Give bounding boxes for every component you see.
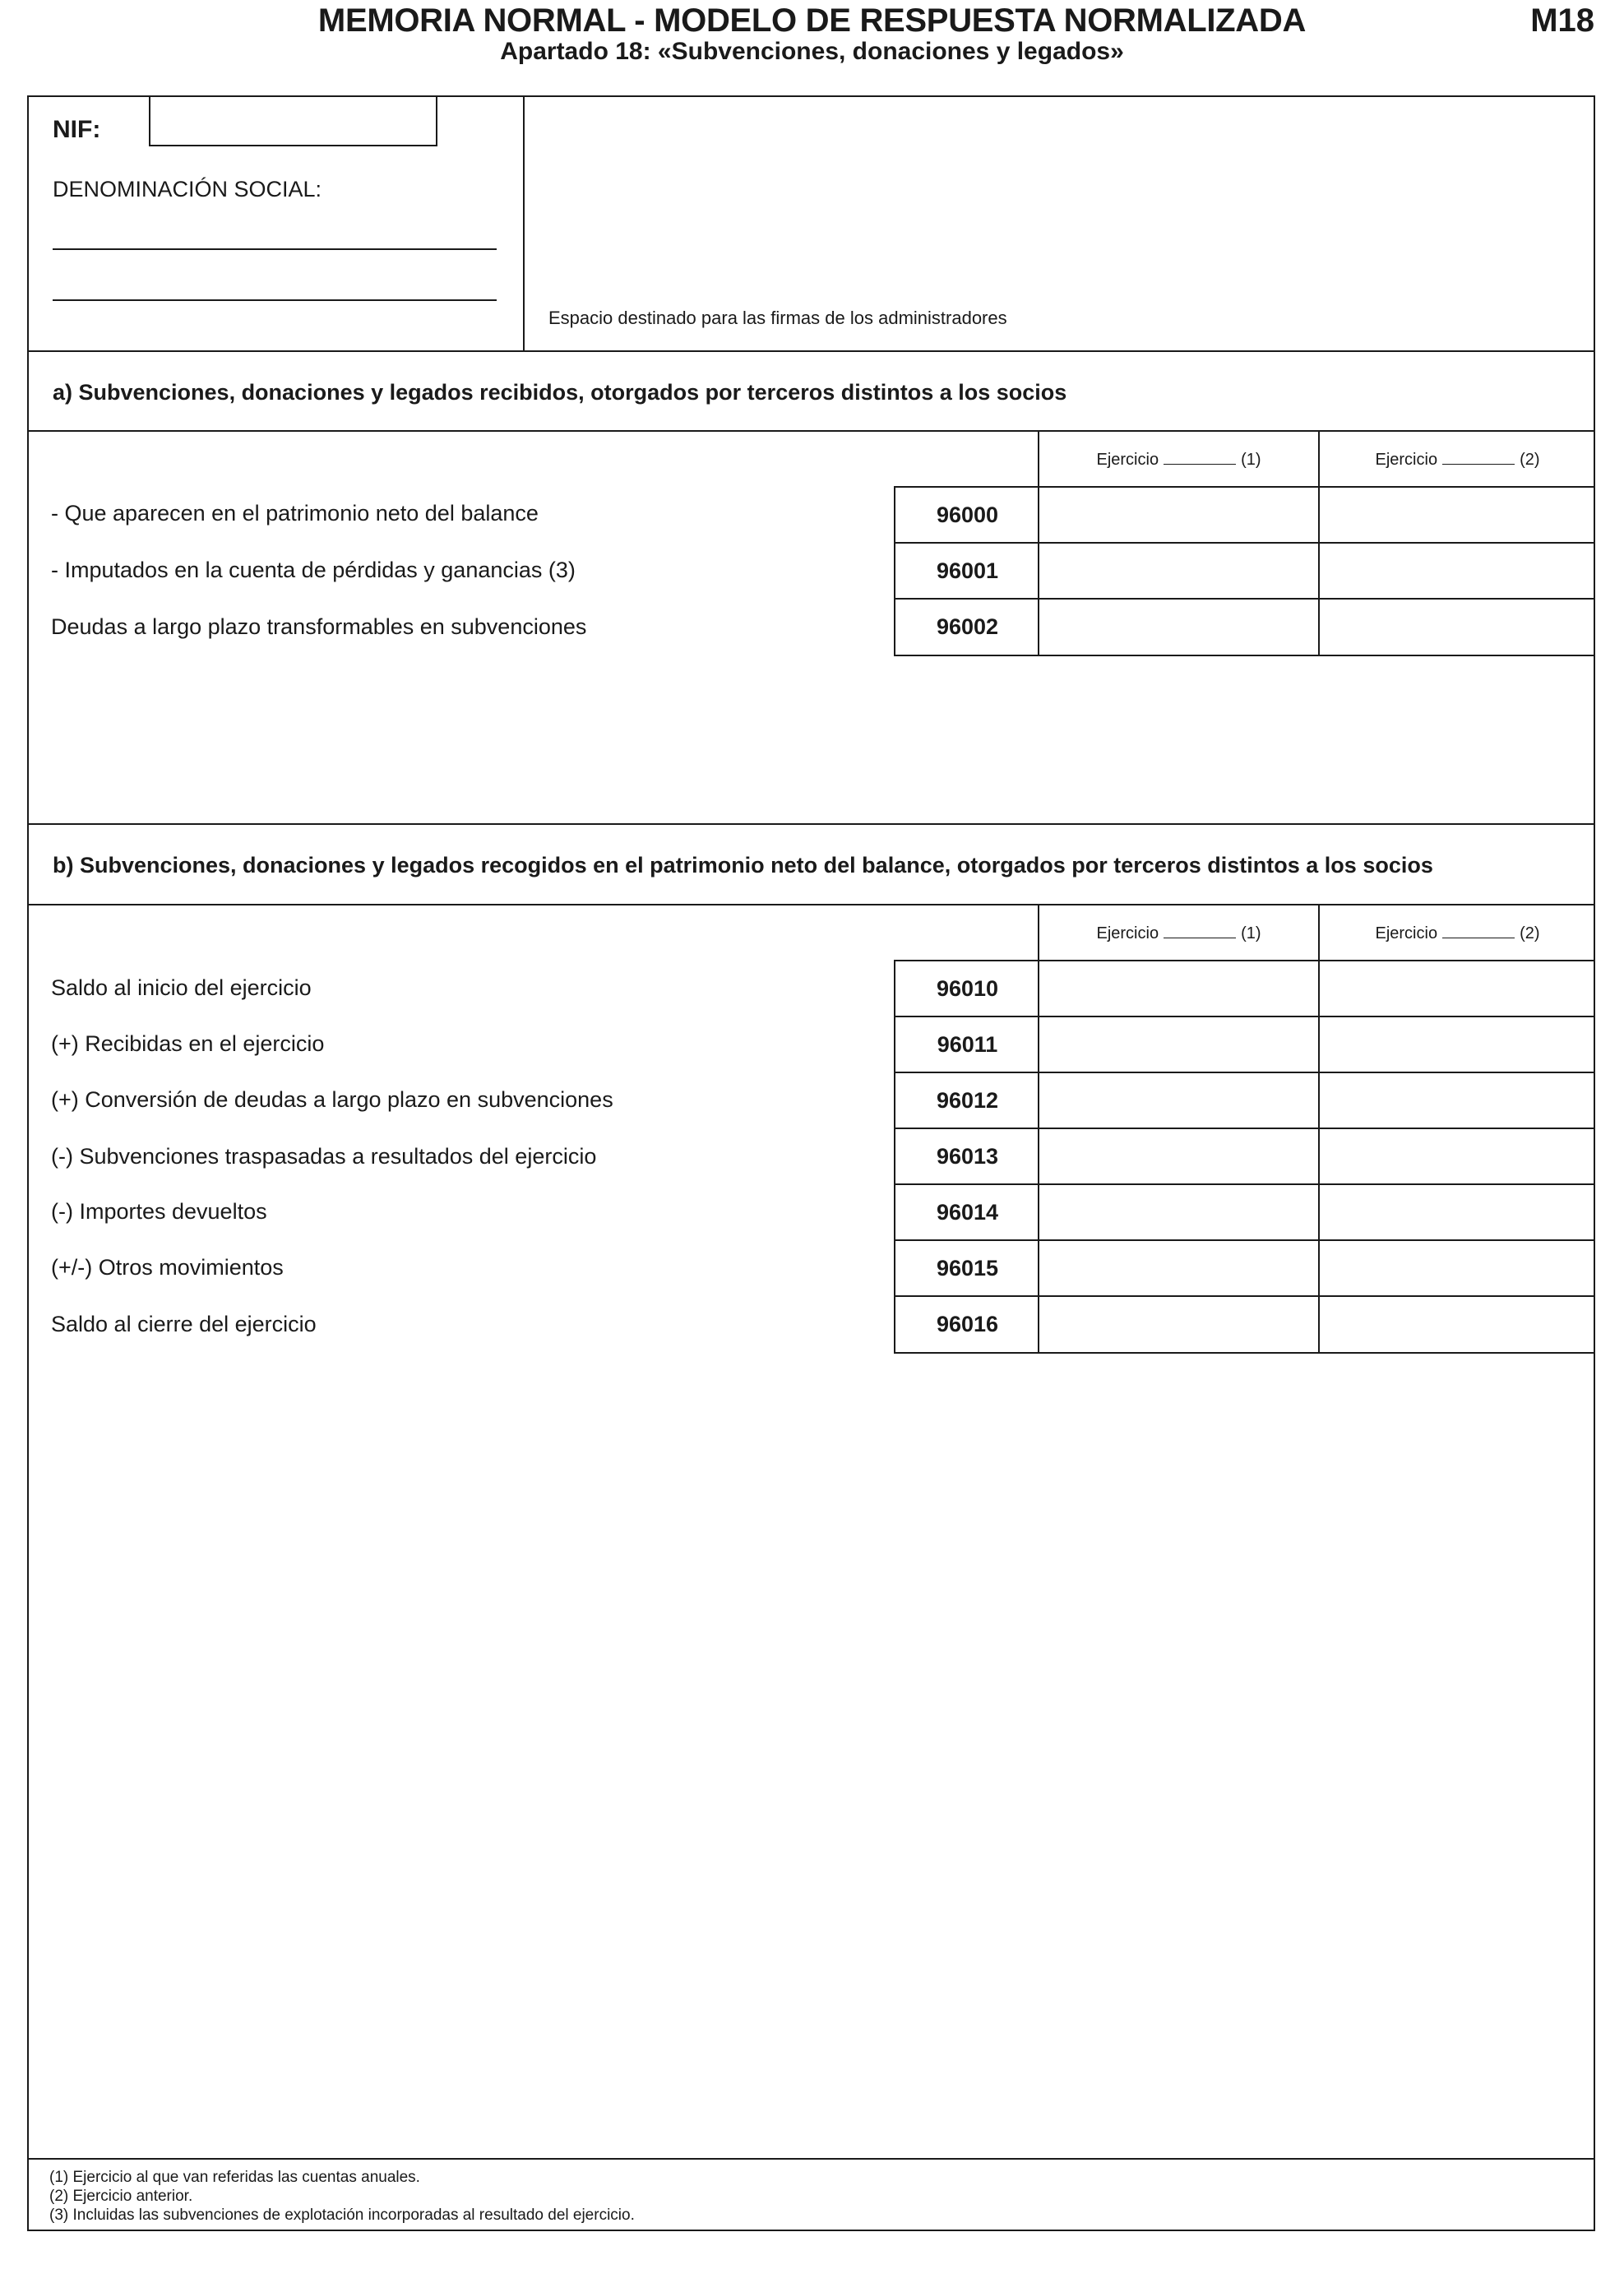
section-b-row-value-1[interactable] bbox=[1038, 1183, 1320, 1241]
nif-field[interactable] bbox=[149, 95, 437, 146]
section-b-col2-header: Ejercicio (2) bbox=[1318, 905, 1595, 961]
section-b-row-value-1[interactable] bbox=[1038, 1239, 1320, 1297]
section-b-row-label: (-) Importes devueltos bbox=[51, 1199, 267, 1224]
denominacion-label: DENOMINACIÓN SOCIAL: bbox=[53, 177, 322, 201]
form-subtitle: Apartado 18: «Subvenciones, donaciones y legados» bbox=[500, 38, 1124, 65]
section-a-row-code: 96001 bbox=[894, 542, 1039, 600]
section-a-row-code: 96002 bbox=[894, 598, 1039, 656]
section-a-row-value-1[interactable] bbox=[1038, 598, 1320, 656]
section-b-heading: b) Subvenciones, donaciones y legados recogidos en el patrimonio neto del balance, otorgados por terceros distintos a los socios bbox=[53, 853, 1433, 878]
section-a-row-label: Deudas a largo plazo transformables en subvenciones bbox=[51, 614, 587, 639]
section-b-row-code: 96015 bbox=[894, 1239, 1039, 1297]
footnote-3: (3) Incluidas las subvenciones de explotación incorporadas al resultado del ejercicio. bbox=[49, 2207, 635, 2224]
section-b-row-code: 96013 bbox=[894, 1128, 1039, 1185]
denominacion-line-1[interactable] bbox=[53, 224, 497, 250]
section-b-row-value-1[interactable] bbox=[1038, 960, 1320, 1017]
section-b-row-code: 96010 bbox=[894, 960, 1039, 1017]
section-a-heading: a) Subvenciones, donaciones y legados recibidos, otorgados por terceros distintos a los socios bbox=[53, 380, 1067, 405]
section-a-row-value-1[interactable] bbox=[1038, 542, 1320, 600]
section-a-row-code: 96000 bbox=[894, 486, 1039, 544]
section-b-row-label: (+) Conversión de deudas a largo plazo en subvenciones bbox=[51, 1087, 613, 1112]
section-b-row-value-2[interactable] bbox=[1318, 1016, 1595, 1073]
section-b-row-value-1[interactable] bbox=[1038, 1128, 1320, 1185]
signature-caption: Espacio destinado para las firmas de los administradores bbox=[548, 308, 1007, 328]
section-b-col1-header: Ejercicio (1) bbox=[1038, 905, 1318, 961]
section-b-row-label: (+/-) Otros movimientos bbox=[51, 1255, 284, 1280]
section-b-row-code: 96016 bbox=[894, 1295, 1039, 1354]
model-code: M18 bbox=[1530, 2, 1594, 39]
footnote-1: (1) Ejercicio al que van referidas las cuentas anuales. bbox=[49, 2169, 420, 2186]
section-a-row-value-1[interactable] bbox=[1038, 486, 1320, 544]
form-title: MEMORIA NORMAL - MODELO DE RESPUESTA NORMALIZADA bbox=[317, 2, 1307, 39]
section-a-row-value-2[interactable] bbox=[1318, 486, 1595, 544]
denominacion-line-2[interactable] bbox=[53, 275, 497, 301]
section-a-row-value-2[interactable] bbox=[1318, 542, 1595, 600]
section-b-row-label: (-) Subvenciones traspasadas a resultados del ejercicio bbox=[51, 1144, 597, 1169]
section-a-row-label: - Imputados en la cuenta de pérdidas y ganancias (3) bbox=[51, 558, 576, 582]
section-b-row-value-1[interactable] bbox=[1038, 1072, 1320, 1129]
section-b-row-value-2[interactable] bbox=[1318, 1295, 1595, 1354]
section-b-row-value-1[interactable] bbox=[1038, 1016, 1320, 1073]
section-b-row-value-1[interactable] bbox=[1038, 1295, 1320, 1354]
section-b-row-label: Saldo al cierre del ejercicio bbox=[51, 1312, 317, 1336]
section-b-row-value-2[interactable] bbox=[1318, 1128, 1595, 1185]
identification-divider bbox=[523, 95, 525, 350]
section-b-row-code: 96012 bbox=[894, 1072, 1039, 1129]
section-b-row-code: 96011 bbox=[894, 1016, 1039, 1073]
section-b-row-value-2[interactable] bbox=[1318, 1239, 1595, 1297]
section-b-row-value-2[interactable] bbox=[1318, 960, 1595, 1017]
nif-label: NIF: bbox=[53, 116, 101, 143]
section-a-col1-header: Ejercicio (1) bbox=[1038, 432, 1318, 488]
section-a-col2-header: Ejercicio (2) bbox=[1318, 432, 1595, 488]
section-b-row-code: 96014 bbox=[894, 1183, 1039, 1241]
section-b-row-value-2[interactable] bbox=[1318, 1072, 1595, 1129]
section-b-row-value-2[interactable] bbox=[1318, 1183, 1595, 1241]
section-b-row-label: (+) Recibidas en el ejercicio bbox=[51, 1031, 325, 1056]
section-a-row-label: - Que aparecen en el patrimonio neto del balance bbox=[51, 501, 539, 526]
footnote-2: (2) Ejercicio anterior. bbox=[49, 2188, 193, 2205]
section-b-row-label: Saldo al inicio del ejercicio bbox=[51, 975, 312, 1000]
section-a-row-value-2[interactable] bbox=[1318, 598, 1595, 656]
